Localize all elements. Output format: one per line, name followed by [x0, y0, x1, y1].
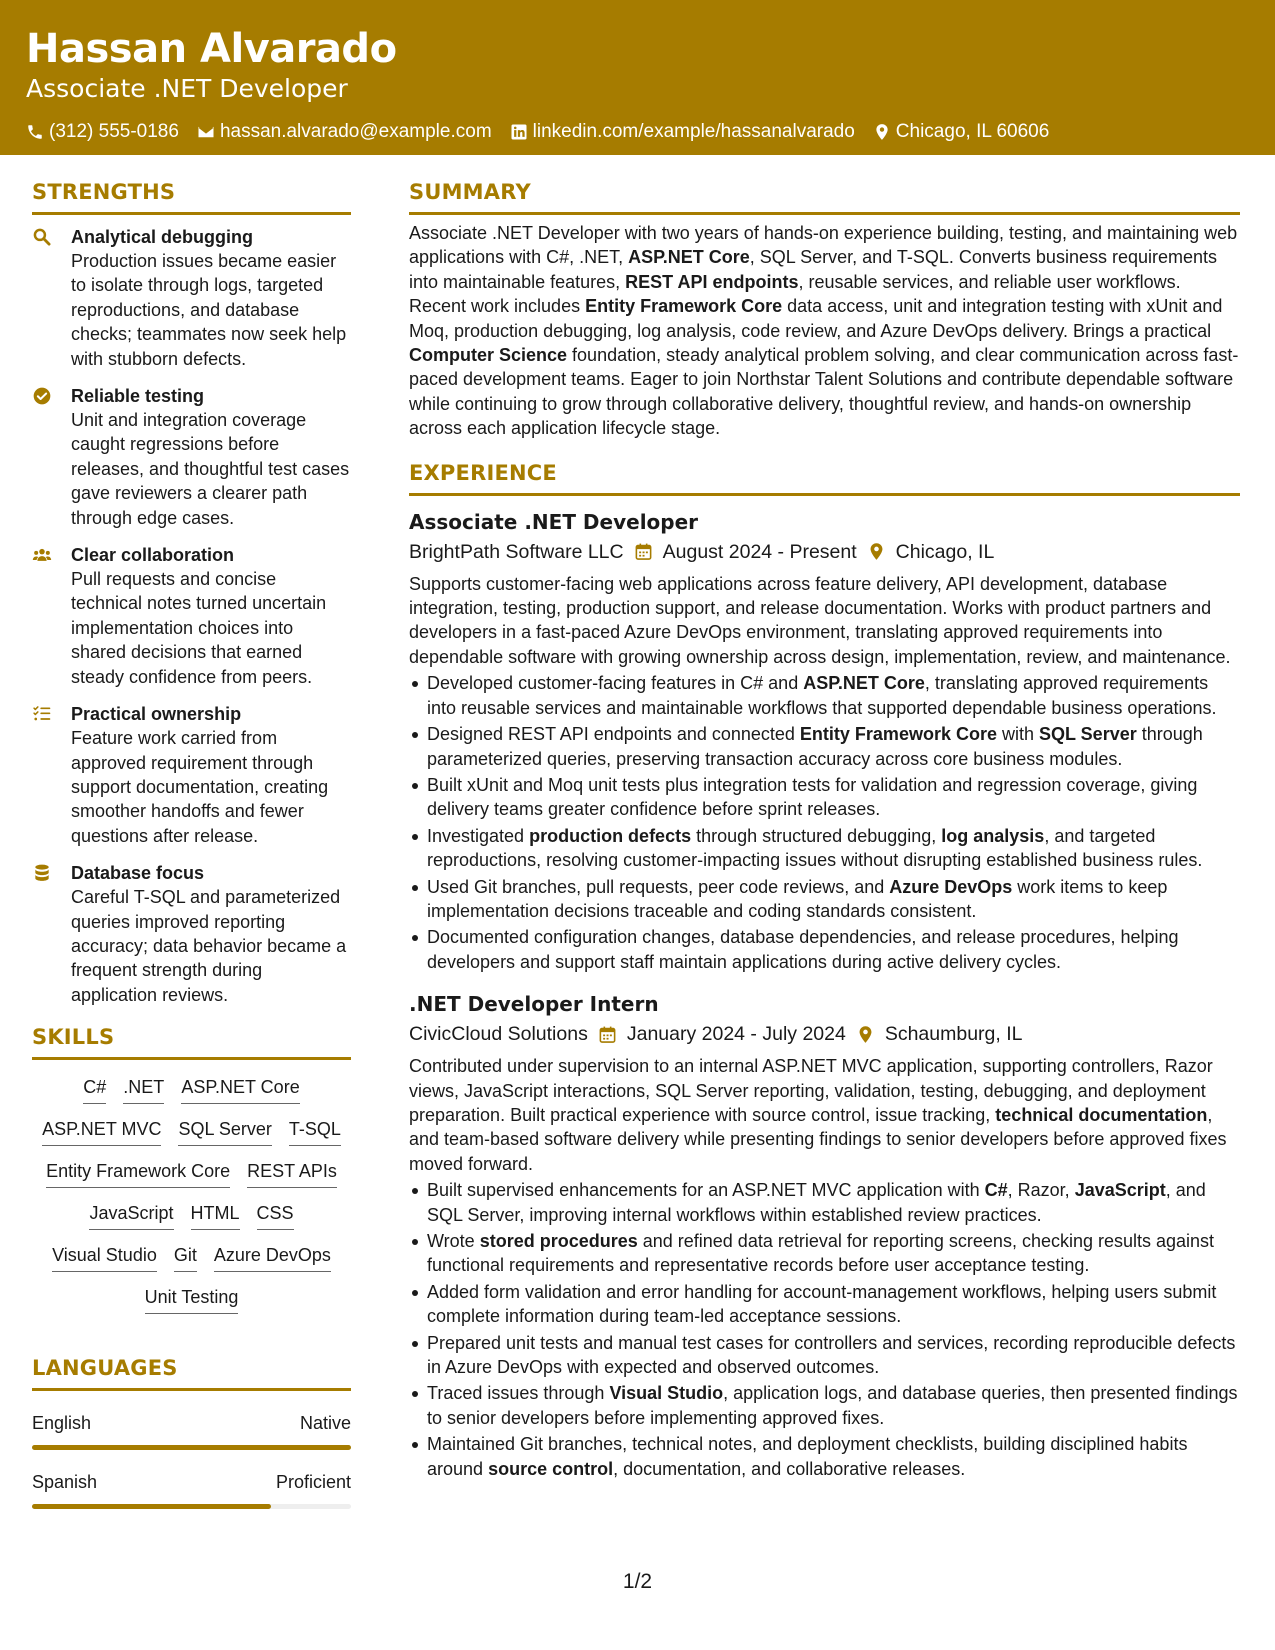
- bold-text: ASP.NET Core: [628, 247, 750, 268]
- bold-text: JavaScript: [1074, 1180, 1166, 1201]
- skill-tag: Git: [174, 1242, 197, 1272]
- candidate-name: Hassan Alvarado: [26, 26, 397, 72]
- skill-tag: JavaScript: [89, 1200, 173, 1230]
- map-pin-icon: [856, 1025, 875, 1044]
- resume-header: [0, 0, 1275, 155]
- strength-description: Unit and integration coverage caught regressions before releases, and thoughtful test cases gave reviewers a clearer path through edge cases.: [71, 410, 350, 528]
- map-pin-icon: [873, 123, 891, 141]
- strength-body: [71, 543, 351, 689]
- strength-item: [32, 543, 351, 689]
- skills-list: [32, 1074, 351, 1314]
- bold-text: C#: [984, 1180, 1008, 1201]
- summary-heading: SUMMARY: [409, 178, 1240, 215]
- job-meta: [409, 538, 1240, 566]
- language-proficiency-fill: [32, 1504, 271, 1509]
- strength-title: Database focus: [71, 863, 205, 884]
- strengths-list: [32, 225, 351, 1007]
- strengths-section: [32, 178, 351, 1007]
- bold-text: ASP.NET Core: [803, 673, 925, 694]
- bold-text: Azure DevOps: [889, 876, 1013, 897]
- job-dates: January 2024 - July 2024: [626, 1023, 846, 1046]
- skill-tag: ASP.NET Core: [181, 1074, 299, 1104]
- skill-tag: SQL Server: [178, 1116, 271, 1146]
- bold-text: source control: [488, 1458, 614, 1479]
- language-level: Proficient: [275, 1472, 351, 1493]
- map-pin-icon: [867, 542, 886, 561]
- skills-heading: SKILLS: [32, 1023, 351, 1060]
- strength-description: Production issues became easier to isolate through logs, targeted reproductions, and database checks; teammates now seek help with stubborn defects.: [71, 251, 347, 369]
- bullet-item: Built supervised enhancements for an ASP.NET MVC application with C#, Razor, JavaScript, and SQL Server, improving internal workflows within established review practices.: [409, 1178, 1240, 1227]
- job-location: Chicago, IL: [895, 540, 995, 563]
- bullet-item: Documented configuration changes, database dependencies, and release procedures, helping developers and support staff maintain applications during active delivery cycles.: [409, 925, 1240, 974]
- bullet-item: Wrote stored procedures and refined data retrieval for reporting screens, checking results against functional requirements and representative records before user acceptance testing.: [409, 1229, 1240, 1278]
- bullet-item: Prepared unit tests and manual test cases for controllers and services, recording reproducible defects in Azure DevOps with expected and observed outcomes.: [409, 1331, 1240, 1380]
- language-proficiency-fill: [32, 1445, 351, 1450]
- skills-row: [36, 1158, 347, 1188]
- experience-heading: EXPERIENCE: [409, 459, 1240, 496]
- bold-text: Entity Framework Core: [799, 724, 997, 745]
- bold-text: production defects: [529, 825, 692, 846]
- strength-body: [71, 384, 351, 530]
- language-name: English: [32, 1413, 92, 1434]
- job-entry: [409, 990, 1240, 1481]
- bullet-item: Investigated production defects through structured debugging, log analysis, and targeted reproductions, resolving customer-impacting issues without disrupting established business rules.: [409, 824, 1240, 873]
- strength-description: Feature work carried from approved requirement through support documentation, creating smoother handoffs and fewer questions after release.: [71, 728, 329, 846]
- language-row: [32, 1411, 351, 1435]
- strength-description: Careful T-SQL and parameterized queries improved reporting accuracy; data behavior became a frequent strength during application reviews.: [71, 887, 347, 1005]
- language-item: [32, 1411, 351, 1450]
- jobs-list: [409, 508, 1240, 1481]
- skill-tag: Azure DevOps: [214, 1242, 331, 1272]
- job-title: .NET Developer Intern: [409, 992, 659, 1017]
- job-bullets: [409, 671, 1240, 974]
- bold-text: REST API endpoints: [625, 271, 799, 292]
- calendar-icon: [598, 1025, 617, 1044]
- contact-bar: [26, 120, 1275, 144]
- skill-tag: Visual Studio: [52, 1242, 157, 1272]
- skills-row: [36, 1074, 347, 1104]
- skill-tag: CSS: [257, 1200, 294, 1230]
- strength-item: [32, 861, 351, 1007]
- job-entry: [409, 508, 1240, 975]
- email-text[interactable]: hassan.alvarado@example.com: [219, 121, 492, 142]
- job-company: CivicCloud Solutions: [409, 1023, 588, 1046]
- strength-body: [71, 702, 351, 848]
- bold-text: log analysis: [941, 825, 1045, 846]
- bold-text: Visual Studio: [609, 1383, 724, 1404]
- strength-title: Clear collaboration: [71, 545, 235, 566]
- languages-heading: LANGUAGES: [32, 1354, 351, 1391]
- list-check-icon: [32, 702, 71, 848]
- skill-tag: REST APIs: [247, 1158, 337, 1188]
- bold-text: technical documentation: [995, 1104, 1208, 1125]
- language-level: Native: [299, 1413, 351, 1434]
- bold-text: SQL Server: [1039, 724, 1137, 745]
- bullet-item: Designed REST API endpoints and connected Entity Framework Core with SQL Server through parameterized queries, preserving transaction accuracy across core business modules.: [409, 722, 1240, 771]
- strength-body: [71, 225, 351, 371]
- strength-item: [32, 225, 351, 371]
- job-title: Associate .NET Developer: [409, 509, 699, 534]
- calendar-icon: [634, 542, 653, 561]
- strength-item: [32, 702, 351, 848]
- skill-tag: HTML: [191, 1200, 240, 1230]
- contact-location: [873, 120, 1050, 144]
- summary-text: Associate .NET Developer with two years of hands-on experience building, testing, and maintaining web applications with C#, .NET, ASP.NET Core, SQL Server, and T-SQL. Converts business requirements into maintainable features, REST API endpoints, reusable services, and reliable user workflows. Recent work includes Entity Framework Core data access, unit and integration testing with xUnit and Moq, production debugging, log analysis, code review, and Azure DevOps delivery. Brings a practical Computer Science foundation, steady analytical problem solving, and clear communication across fast-paced development teams. Eager to join Northstar Talent Solutions and contribute dependable software while continuing to grow through collaborative delivery, thoughtful review, and hands-on ownership across each application lifecycle stage.: [409, 223, 1239, 439]
- language-item: [32, 1470, 351, 1509]
- language-proficiency-bar: [32, 1445, 351, 1450]
- job-bullets: [409, 1178, 1240, 1481]
- bold-text: stored procedures: [479, 1231, 638, 1251]
- job-description: Supports customer-facing web applications across feature delivery, API development, database integration, testing, production support, and release documentation. Works with product partners and developers in a fast-paced Azure DevOps environment, translating approved requirements into dependable software with growing ownership across design, implementation, review, and maintenance.: [409, 573, 1231, 667]
- skills-row: [36, 1242, 347, 1272]
- skill-tag: .NET: [123, 1074, 164, 1104]
- skills-row: [36, 1116, 347, 1146]
- skill-tag: Unit Testing: [145, 1284, 239, 1314]
- check-circle-icon: [32, 384, 71, 530]
- skill-tag: T-SQL: [289, 1116, 341, 1146]
- skills-row: [36, 1200, 347, 1230]
- bullet-item: Used Git branches, pull requests, peer code reviews, and Azure DevOps work items to keep implementation decisions traceable and coding standards consistent.: [409, 875, 1240, 924]
- search-icon: [32, 225, 71, 371]
- languages-list: [32, 1411, 351, 1509]
- skill-tag: Entity Framework Core: [46, 1158, 230, 1188]
- users-icon: [32, 543, 71, 689]
- contact-email[interactable]: [197, 120, 492, 144]
- job-description: Contributed under supervision to an internal ASP.NET MVC application, supporting controllers, Razor views, JavaScript interactions, SQL Server reporting, validation, testing, debugging, and deployment preparation. Built practical experience with source control, issue tracking, technical documentation, and team-based software delivery while presenting findings to senior developers before approved fixes moved forward.: [409, 1056, 1227, 1174]
- skills-row: [36, 1284, 347, 1314]
- skill-tag: ASP.NET MVC: [42, 1116, 161, 1146]
- bullet-item: Maintained Git branches, technical notes, and deployment checklists, building disciplined habits around source control, documentation, and collaborative releases.: [409, 1432, 1240, 1481]
- strength-title: Reliable testing: [71, 386, 205, 407]
- candidate-title: Associate .NET Developer: [26, 74, 348, 103]
- language-proficiency-bar: [32, 1504, 351, 1509]
- job-location: Schaumburg, IL: [884, 1023, 1023, 1046]
- skills-section: [32, 1023, 351, 1314]
- envelope-icon: [197, 123, 215, 141]
- job-company: BrightPath Software LLC: [409, 540, 624, 563]
- bullet-item: Built xUnit and Moq unit tests plus integration tests for validation and regression coverage, giving delivery teams greater confidence before sprint releases.: [409, 773, 1240, 822]
- database-icon: [32, 861, 71, 1007]
- strength-body: [71, 861, 351, 1007]
- bullet-item: Traced issues through Visual Studio, application logs, and database queries, then presented findings to senior developers before implementing approved fixes.: [409, 1381, 1240, 1430]
- language-row: [32, 1470, 351, 1494]
- contact-linkedin[interactable]: [510, 120, 855, 144]
- strength-title: Analytical debugging: [71, 227, 254, 247]
- skill-tag: C#: [83, 1074, 106, 1104]
- strength-description: Pull requests and concise technical notes turned uncertain implementation choices into shared decisions that earned steady confidence from peers.: [71, 569, 327, 687]
- languages-section: [32, 1354, 351, 1509]
- contact-phone: [26, 120, 179, 144]
- page-number: 1/2: [622, 1570, 653, 1593]
- bold-text: Computer Science: [409, 345, 568, 366]
- linkedin-icon: [510, 123, 528, 141]
- language-name: Spanish: [32, 1472, 98, 1493]
- bullet-item: Developed customer-facing features in C# and ASP.NET Core, translating approved requirements into reusable services and maintainable workflows that supported dependable business operations.: [409, 671, 1240, 720]
- strengths-heading: STRENGTHS: [32, 178, 351, 215]
- strength-title: Practical ownership: [71, 704, 242, 725]
- summary-section: [409, 178, 1240, 441]
- left-column: [32, 178, 351, 1509]
- bold-text: Entity Framework Core: [585, 296, 783, 317]
- job-meta: [409, 1020, 1240, 1048]
- experience-section: [409, 459, 1240, 1481]
- strength-item: [32, 384, 351, 530]
- right-column: [409, 178, 1240, 1483]
- bullet-item: Added form validation and error handling for account-management workflows, helping users submit complete information during team-led acceptance sessions.: [409, 1280, 1240, 1329]
- location-text: Chicago, IL 60606: [895, 121, 1050, 142]
- job-dates: August 2024 - Present: [662, 540, 857, 563]
- linkedin-text[interactable]: linkedin.com/example/hassanalvarado: [532, 121, 855, 142]
- phone-text: (312) 555-0186: [49, 121, 179, 142]
- phone-icon: [26, 123, 44, 141]
